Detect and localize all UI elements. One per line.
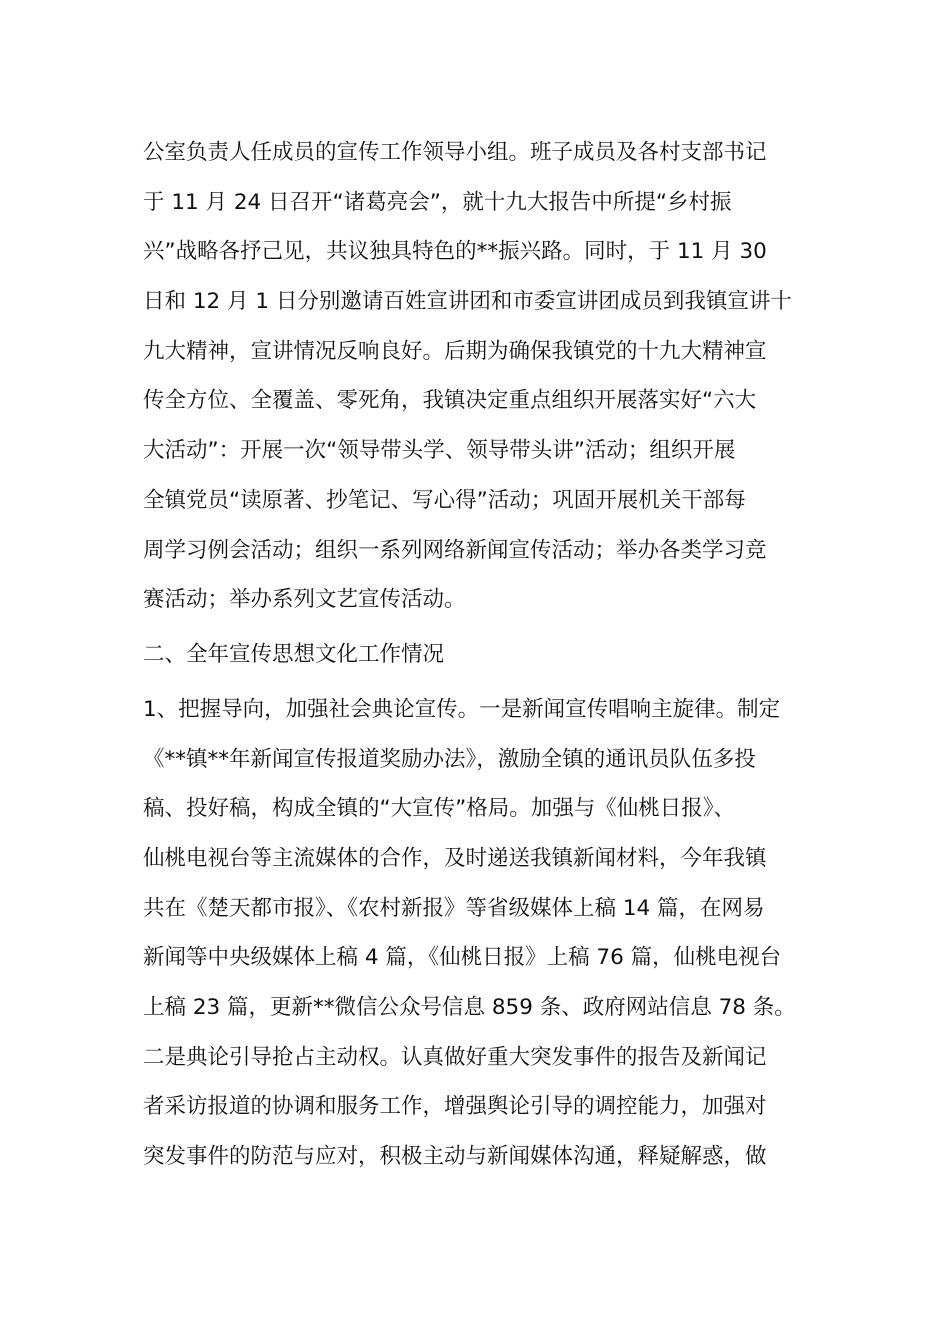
text-line: 传全方位、全覆盖、零死角，我镇决定重点组织开展落实好“六大 (143, 388, 757, 414)
text-line: 新闻等中央级媒体上稿 4 篇，《仙桃日报》上稿 76 篇，仙桃电视台 (143, 945, 782, 971)
text-line: 大活动”：开展一次“领导带头学、领导带头讲”活动；组织开展 (143, 438, 736, 464)
text-line: 日和 12 月 1 日分别邀请百姓宣讲团和市委宣讲团成员到我镇宣讲十 (143, 289, 792, 315)
text-line: 于 11 月 24 日召开“诸葛亮会”，就十九大报告中所提“乡村振 (143, 189, 732, 215)
text-line: 《**镇**年新闻宣传报道奖励办法》，激励全镇的通讯员队伍多投 (143, 746, 756, 772)
text-line: 九大精神，宣讲情况反响良好。后期为确保我镇党的十九大精神宣 (143, 338, 767, 364)
paragraph-1 (143, 128, 813, 625)
text-line: 共在《楚天都市报》、《农村新报》等省级媒体上稿 14 篇，在网易 (143, 895, 765, 921)
text-line: 仙桃电视台等主流媒体的合作，及时递送我镇新闻材料，今年我镇 (143, 845, 767, 871)
text-line: 二是典论引导抢占主动权。认真做好重大突发事件的报告及新闻记 (143, 1044, 767, 1070)
text-line: 突发事件的防范与应对，积极主动与新闻媒体沟通，释疑解惑，做 (143, 1144, 767, 1170)
document-body (143, 128, 813, 1182)
text-line: 兴”战略各抒己见，共议独具特色的**振兴路。同时，于 11 月 30 (143, 239, 767, 265)
section-heading: 二、全年宣传思想文化工作情况 (143, 641, 445, 667)
paragraph-2 (143, 685, 813, 1182)
text-line: 全镇党员“读原著、抄笔记、写心得”活动；巩固开展机关干部每 (143, 487, 746, 513)
text-line: 1、把握导向，加强社会典论宣传。一是新闻宣传唱响主旋律。制定 (143, 696, 781, 722)
text-line: 上稿 23 篇，更新**微信公众号信息 859 条、政府网站信息 78 条。 (143, 995, 796, 1020)
text-line: 赛活动；举办系列文艺宣传活动。 (143, 587, 466, 613)
text-line: 周学习例会活动；组织一系列网络新闻宣传活动；举办各类学习竞 (143, 537, 767, 563)
text-line: 者采访报道的协调和服务工作，增强舆论引导的调控能力，加强对 (143, 1094, 767, 1120)
text-line: 公室负责人任成员的宣传工作领导小组。班子成员及各村支部书记 (143, 140, 767, 165)
text-line: 稿、投好稿，构成全镇的“大宣传”格局。加强与《仙桃日报》、 (143, 796, 736, 822)
